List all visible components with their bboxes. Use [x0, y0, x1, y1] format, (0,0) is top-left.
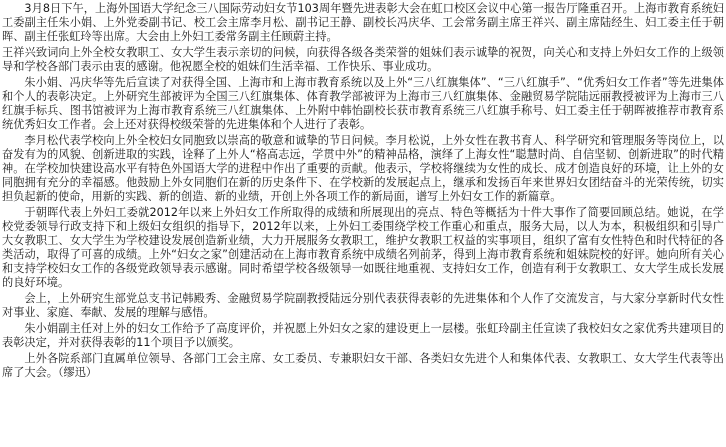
article-paragraph-6: 会上，上外研究生部党总支书记韩殿秀、金融贸易学院副教授陆远分别代表获得表彰的先进集体和个人作了交流发言，与大家分享新时代女性对事业、家庭、奉献、发展的理解与感悟。 [2, 292, 724, 319]
article-paragraph-8: 上外各院系部门直属单位领导、各部门工会主席、女工委员、专兼职妇女干部、各类妇女先进个人和集体代表、女教职工、女大学生代表等出席了大会。（缪迅） [2, 352, 724, 379]
article-paragraph-1: 3月8日下午，上海外国语大学纪念三八国际劳动妇女节103周年暨先进表彰大会在虹口校区会议中心第一报告厅隆重召开。上海市教育系统妇工委副主任朱小娟、上外党委副书记、校工会主席李月松、副书记王静、副校长冯庆华、工会常务副主席王祥兴、副主席陆经生、妇工委主任于朝晖、副主任张虹玲等出席。大会由上外妇工委常务副主任顾蔚主持。 [2, 2, 724, 43]
article-paragraph-3: 朱小娟、冯庆华等先后宣读了对获得全国、上海市和上海市教育系统以及上外“三八红旗集体”、“三八红旗手”、“优秀妇女工作者”等先进集体和个人的表彰决定。上外研究生部被评为全国三八红旗集体、体育教学部被评为上海市三八红旗集体、金融贸易学院陆远丽教授被评为上海市三八红旗手标兵、图书馆被评为上海市教育系统三八红旗集体、上外附中韩怡副校长获市教育系统三八红旗手称号、妇工委主任于朝晖被推荐市教育系统优秀妇女工作者。会上还对获得校级荣誉的先进集体和个人进行了表彰。 [2, 76, 724, 131]
article-paragraph-4: 李月松代表学校向上外全校妇女同胞致以崇高的敬意和诚挚的节日问候。李月松说，上外女性在教书育人、科学研究和管理服务等岗位上，以奋发有为的风貌、创新进取的实践，诠释了上外人“格高志远，学贯中外”的精神品格，演绎了上海女性“聪慧时尚、自信坚韧、创新进取”的时代精神。在学校加快建设高水平有特色外国语大学的进程中作出了重要的贡献。他表示，学校将继续为女性的成长、成才创造良好的环境，让上外的女同胞拥有充分的幸福感。他鼓励上外女同胞们在新的历史条件下、在学校新的发展起点上，继承和发扬百年来世界妇女团结奋斗的光荣传统，切实担负起新的使命，用新的实践、新的创造、新的业绩，开创上外各项工作的新局面，谱写上外妇女工作的新篇章。 [2, 134, 724, 203]
article-paragraph-7: 朱小娟副主任对上外的妇女工作给予了高度评价，并祝愿上外妇女之家的建设更上一层楼。张虹玲副主任宣读了我校妇女之家优秀共建项目的表彰决定，并对获得表彰的11个项目予以颁奖。 [2, 322, 724, 349]
article-paragraph-2: 王祥兴致词向上外全校女教职工、女大学生表示亲切的问候，向获得各级各类荣誉的姐妹们表示诚挚的祝贺，向关心和支持上外妇女工作的上级领导和学校各部门表示由衷的感谢。他祝愿全校的姐妹们生活幸福、工作快乐、事业成功。 [2, 46, 724, 73]
article-paragraph-5: 于朝晖代表上外妇工委就2012年以来上外妇女工作所取得的成绩和所展现出的亮点、特色等概括为十件大事作了简要回顾总结。她说，在学校党委领导行政支持下和上级妇女组织的指导下，2012年以来，上外妇工委围绕学校工作重心和重点，服务大局，以人为本，积极组织和引导广大女教职工、女大学生为学校建设发展创造新业绩，大力开展服务女教职工，维护女教职工权益的实事项目，组织了富有女性特色和时代特征的各类活动，取得了可喜的成绩。上外“妇女之家”创建活动在上海市教育系统中成绩名列前茅，得到上海市教育系统和姐妹院校的好评。她向所有关心和支持学校妇女工作的各级党政领导表示感谢。同时希望学校各级领导一如既往地重视、支持妇女工作，创造有利于女教职工、女大学生成长发展的良好环境。 [2, 206, 724, 289]
